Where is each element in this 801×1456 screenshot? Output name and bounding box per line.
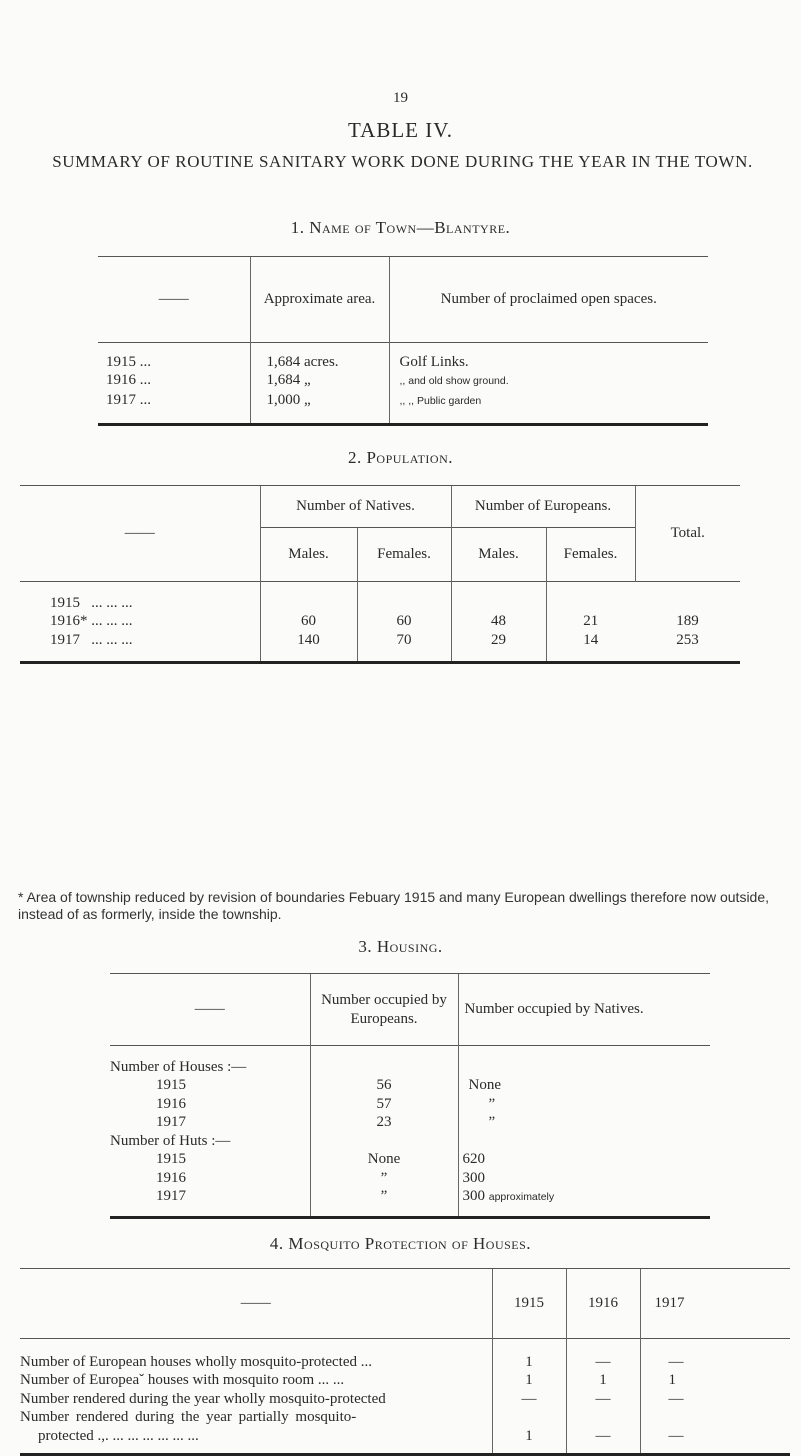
native-males-cell: [260, 594, 357, 613]
town-area-table: [98, 256, 708, 426]
year-cell: 1915: [50, 594, 80, 611]
row-label: Number of Europeaˇ houses with mosquito room ... ...: [20, 1372, 345, 1388]
row-label-continued: protected .,. ... ... ... ... ... ...: [38, 1427, 199, 1444]
housing-table: [110, 973, 710, 1219]
year-cell: 1916*: [50, 613, 88, 629]
european-males-header: Males.: [451, 528, 546, 582]
year-cell: 1916: [156, 1095, 186, 1112]
leader-dots: ... ... ...: [91, 613, 133, 629]
y1915-cell: 1: [492, 1427, 566, 1455]
houses-label: Number of Houses :—: [110, 1058, 247, 1075]
native-females-cell: 70: [357, 631, 451, 663]
y1915-cell: 1: [492, 1371, 566, 1390]
section3-title: 3. Housing.: [358, 937, 443, 956]
year-cell: 1916 ...: [106, 372, 151, 388]
row-label: Number rendered during the year partially mosquito-: [20, 1409, 357, 1425]
houses-europeans-cell: 23: [310, 1113, 458, 1132]
year-1915-header: 1915: [492, 1269, 566, 1339]
year-1917-header: 1917: [640, 1269, 790, 1339]
blank-header: ——: [20, 1269, 492, 1339]
leader-dots: ... ... ...: [91, 594, 133, 611]
leader-dots: ... ... ...: [91, 631, 133, 648]
open-space-cell: ,, ,, Public garden: [399, 394, 482, 407]
european-females-cell: 21: [546, 612, 635, 631]
huts-natives-cell: 300: [458, 1169, 710, 1188]
year-cell: 1916: [156, 1169, 186, 1186]
natives-header: Number of Natives.: [260, 486, 451, 528]
total-header: Total.: [635, 486, 740, 582]
blank-header: ——: [20, 486, 260, 582]
open-spaces-header: Number of proclaimed open spaces.: [389, 257, 708, 343]
y1916-cell: —: [566, 1353, 640, 1372]
houses-natives-cell: ”: [458, 1113, 710, 1132]
mosquito-table: [20, 1268, 790, 1456]
total-cell: 189: [676, 613, 699, 629]
native-males-cell: 140: [260, 631, 357, 663]
area-cell: 1,684 acres.: [250, 353, 389, 372]
native-males-cell: 60: [260, 612, 357, 631]
total-cell: [635, 594, 740, 613]
native-females-cell: [357, 594, 451, 613]
european-females-header: Females.: [546, 528, 635, 582]
year-cell: 1915: [156, 1077, 186, 1093]
blank-header: ——: [110, 974, 310, 1046]
huts-europeans-cell: ”: [310, 1169, 458, 1188]
blank-header: ——: [98, 257, 250, 343]
y1917-cell: 1: [640, 1371, 790, 1390]
y1916-cell: 1: [566, 1371, 640, 1390]
section2-title: 2. Population.: [347, 448, 454, 467]
year-cell: 1915: [156, 1151, 186, 1167]
european-males-cell: 48: [451, 612, 546, 631]
huts-label: Number of Huts :—: [110, 1132, 231, 1149]
year-cell: 1917: [156, 1114, 186, 1130]
native-females-cell: 60: [357, 612, 451, 631]
year-1916-header: 1916: [566, 1269, 640, 1339]
open-space-cell: ,, and old show ground.: [399, 375, 509, 387]
natives-occupied-header: Number occupied by Natives.: [458, 974, 710, 1046]
row-label: Number of European houses wholly mosquito-protected ...: [20, 1353, 373, 1370]
native-females-header: Females.: [357, 528, 451, 582]
native-males-header: Males.: [260, 528, 357, 582]
page-number: 19: [393, 90, 408, 106]
section4-title: 4. Mosquito Protection of Houses.: [269, 1234, 532, 1253]
european-females-cell: 14: [546, 631, 635, 663]
y1916-cell: —: [566, 1390, 640, 1409]
area-cell: 1,000 „: [250, 391, 389, 425]
houses-europeans-cell: 56: [310, 1076, 458, 1095]
huts-natives-cell: 620: [458, 1150, 710, 1169]
europeans-header: Number of Europeans.: [451, 486, 635, 528]
y1917-cell: —: [640, 1427, 790, 1455]
y1915-cell: 1: [492, 1353, 566, 1372]
summary-title: SUMMARY OF ROUTINE SANITARY WORK DONE DURING THE YEAR IN THE TOWN.: [52, 152, 753, 171]
area-cell: 1,684 „: [250, 371, 389, 391]
europeans-occupied-header: Number occupied by Europeans.: [310, 974, 458, 1046]
year-cell: 1917: [156, 1188, 186, 1204]
total-cell: 253: [676, 631, 699, 648]
year-cell: 1915 ...: [106, 353, 151, 370]
y1916-cell: —: [566, 1427, 640, 1455]
approximately-note: approximately: [488, 1191, 555, 1203]
open-space-cell: Golf Links.: [389, 353, 708, 372]
y1917-cell: —: [640, 1390, 790, 1409]
area-header: Approximate area.: [250, 257, 389, 343]
houses-natives-cell: ”: [458, 1095, 710, 1114]
houses-europeans-cell: 57: [310, 1095, 458, 1114]
huts-europeans-cell: ”: [310, 1187, 458, 1217]
huts-natives-cell: 300: [462, 1188, 485, 1204]
y1915-cell: —: [492, 1390, 566, 1409]
row-label: Number rendered during the year wholly mosquito-protected: [20, 1390, 386, 1407]
european-females-cell: [546, 594, 635, 613]
year-cell: 1917: [50, 631, 80, 648]
huts-europeans-cell: None: [310, 1150, 458, 1169]
section1-title: 1. Name of Town—Blantyre.: [290, 218, 511, 237]
houses-natives-cell: None: [458, 1076, 710, 1095]
european-males-cell: 29: [451, 631, 546, 663]
table-title: TABLE IV.: [348, 118, 453, 142]
population-footnote: * Area of township reduced by revision of boundaries Febuary 1915 and many European dwellings therefore now outside, instead of as formerly, inside the township.: [18, 889, 770, 922]
population-table: [20, 485, 740, 664]
european-males-cell: [451, 594, 546, 613]
y1917-cell: —: [640, 1353, 790, 1372]
year-cell: 1917 ...: [106, 391, 151, 408]
